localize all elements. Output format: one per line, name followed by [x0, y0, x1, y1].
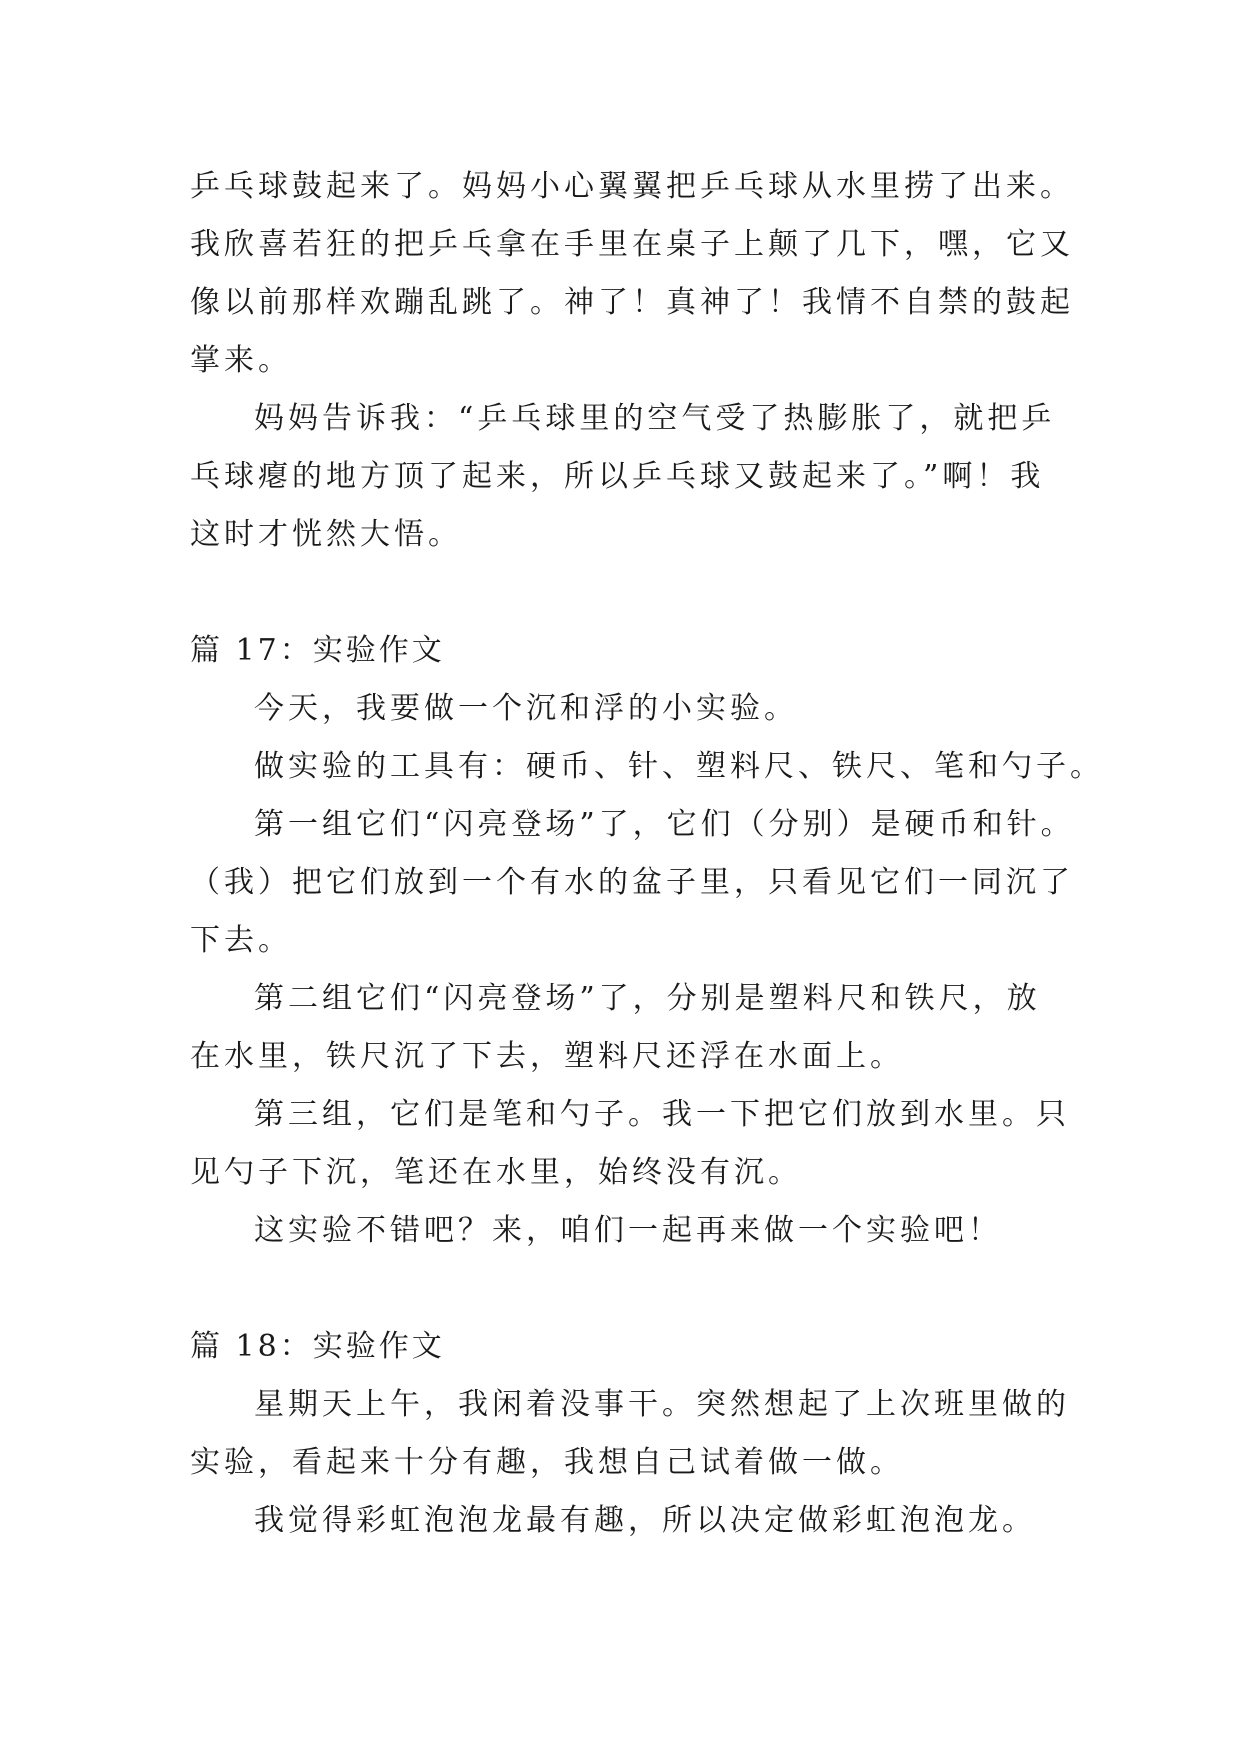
section-spacer [190, 564, 1070, 622]
paragraph-line: 实验，看起来十分有趣，我想自己试着做一做。 [190, 1445, 904, 1480]
paragraph-line: 我觉得彩虹泡泡龙最有趣，所以决定做彩虹泡泡龙。 [254, 1503, 1036, 1538]
paragraph-line: 乒乓球鼓起来了。妈妈小心翼翼把乒乓球从水里捞了出来。 [190, 169, 1074, 204]
section-17-title: 篇 17：实验作文 [190, 633, 445, 668]
paragraph-line: 今天，我要做一个沉和浮的小实验。 [254, 691, 798, 726]
paragraph-line: 第三组，它们是笔和勺子。我一下把它们放到水里。只 [254, 1097, 1070, 1132]
section-spacer [190, 1260, 1070, 1318]
paragraph-line: 这时才恍然大悟。 [190, 517, 462, 552]
paragraph-line: （我）把它们放到一个有水的盆子里，只看见它们一同沉了 [190, 865, 1074, 900]
section-18-title: 篇 18：实验作文 [190, 1329, 445, 1364]
paragraph-line: 掌来。 [190, 343, 292, 378]
paragraph-line: 第一组它们“闪亮登场”了，它们（分别）是硬币和针。 [254, 807, 1075, 842]
paragraph-line: 乓球瘪的地方顶了起来，所以乒乓球又鼓起来了。”啊！我 [190, 459, 1045, 494]
paragraph-line: 妈妈告诉我：“乒乓球里的空气受了热膨胀了，就把乒 [254, 401, 1056, 436]
paragraph-line: 我欣喜若狂的把乒乓拿在手里在桌子上颠了几下，嘿，它又 [190, 227, 1074, 262]
document-page [190, 158, 1104, 1550]
paragraph-line: 见勺子下沉，笔还在水里，始终没有沉。 [190, 1155, 802, 1190]
paragraph-line: 像以前那样欢蹦乱跳了。神了！真神了！我情不自禁的鼓起 [190, 285, 1074, 320]
paragraph-line: 下去。 [190, 923, 292, 958]
paragraph-line: 这实验不错吧？来，咱们一起再来做一个实验吧！ [254, 1213, 1002, 1248]
paragraph-line: 星期天上午，我闲着没事干。突然想起了上次班里做的 [254, 1387, 1070, 1422]
paragraph-line: 在水里，铁尺沉了下去，塑料尺还浮在水面上。 [190, 1039, 904, 1074]
paragraph-line: 第二组它们“闪亮登场”了，分别是塑料尺和铁尺，放 [254, 981, 1041, 1016]
paragraph-line: 做实验的工具有：硬币、针、塑料尺、铁尺、笔和勺子。 [254, 749, 1104, 784]
